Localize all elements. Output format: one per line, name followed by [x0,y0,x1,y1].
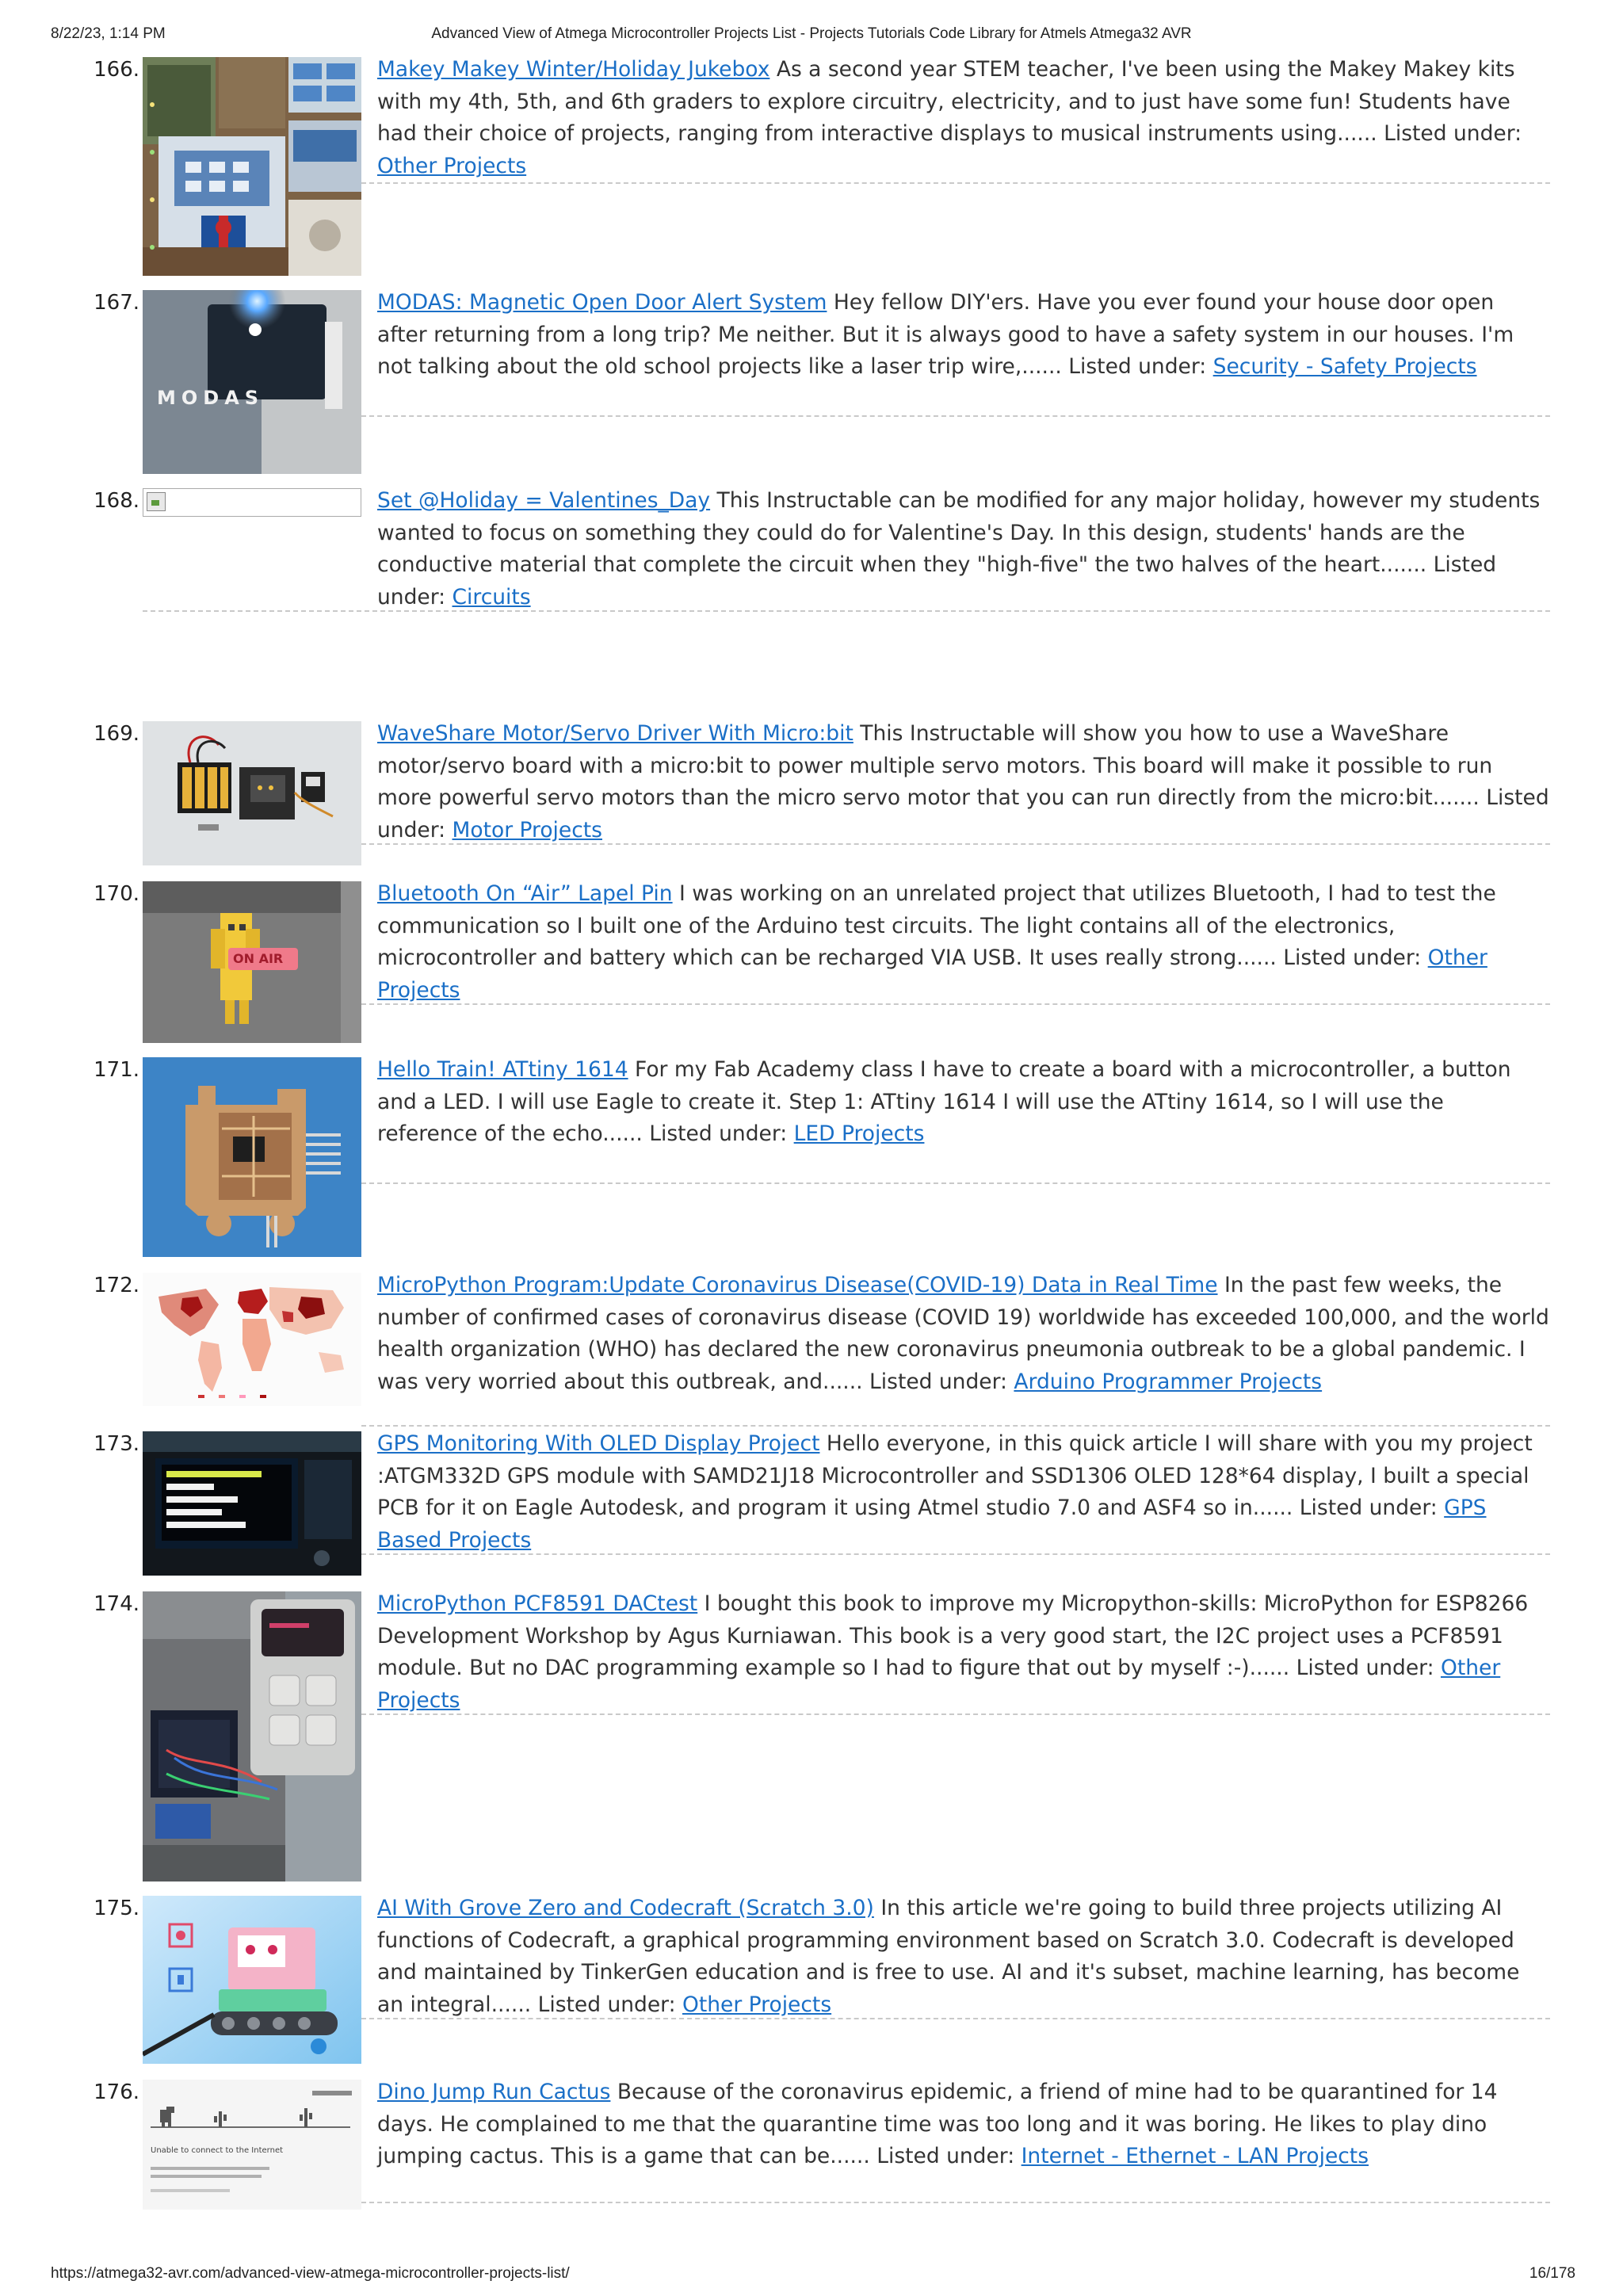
project-summary: Because of the coronavirus epidemic, a friend of mine had to be quarantined for 14 days. He complained to me that the quarantine time was too long and it was boring. He likes to play dino jumping cactus. This is a game that can be...... [377,2080,1498,2169]
project-description [377,54,1550,182]
project-summary: As a second year STEM teacher, I've been using the Makey Makey kits with my 4th, 5th, and 6th graders to explore circuitry, electricity, and to just have some fun! Students have had their choice of projects, ranging from interactive displays to musical instruments using...... [377,57,1515,147]
project-title-link[interactable]: MicroPython Program:Update Coronavirus Disease(COVID-19) Data in Real Time [377,1273,1218,1297]
project-title-link[interactable]: Set @Holiday = Valentines_Day [377,488,711,513]
project-description [377,878,1550,1007]
project-summary: Hey fellow DIY'ers. Have you ever found your house door open after returning from a long trip? Me neither. But it is always good to have a safety system in our houses. I'm not talking about the old school projects like a laser trip wire,...... [377,290,1514,380]
category-link[interactable]: Arduino Programmer Projects [1014,1369,1323,1394]
project-thumbnail[interactable] [143,1273,361,1406]
project-description [377,1893,1550,2021]
project-thumbnail[interactable] [143,881,361,1043]
listed-under-label: Listed under: [377,552,1497,609]
modas-logo: MODAS [157,387,265,409]
entry-separator [361,1182,1550,1184]
page-url: https://atmega32-avr.com/advanced-view-atmega-microcontroller-projects-list/ [51,2265,570,2282]
category-link[interactable]: Internet - Ethernet - LAN Projects [1021,2144,1369,2169]
listed-under-label: Listed under: [1068,354,1207,380]
project-description [377,1588,1550,1717]
entry-separator [361,415,1550,417]
listed-under-label: Listed under: [1384,121,1522,147]
listed-under-label: Listed under: [537,1992,676,2017]
category-link[interactable]: GPS Based Projects [377,1496,1487,1553]
project-summary: I bought this book to improve my Micropython-skills: MicroPython for ESP8266 Development Workshop by Agus Kurniawan. This book is a very good start, the I2C project uses a PCF8591 module. But no DAC programming example so I had to figure that out by myself :-)...... [377,1591,1529,1681]
project-description [377,287,1550,384]
project-summary: For my Fab Academy class I have to create a board with a microcontroller, a button and a LED. I will use Eagle to create it. Step 1: ATtiny 1614 I will use the ATtiny 1614, so I will use the reference of the echo...... [377,1057,1511,1147]
project-title-link[interactable]: Dino Jump Run Cactus [377,2080,611,2104]
project-title-link[interactable]: Bluetooth On “Air” Lapel Pin [377,881,673,906]
project-description [377,718,1550,846]
project-title-link[interactable]: Makey Makey Winter/Holiday Jukebox [377,57,770,82]
project-title-link[interactable]: MicroPython PCF8591 DACtest [377,1591,698,1616]
item-number: 170. [94,882,139,906]
entry-separator [361,1425,1550,1427]
project-description [377,1054,1550,1151]
item-number: 169. [94,722,139,746]
project-thumbnail[interactable] [143,1431,361,1576]
item-number: 175. [94,1897,139,1920]
listed-under-label: Listed under: [1296,1656,1434,1681]
category-link[interactable]: Motor Projects [452,817,602,842]
item-number: 166. [94,58,139,82]
entry-separator [361,1713,1550,1715]
entry-separator [361,2202,1550,2203]
project-description [377,1428,1550,1557]
offline-message: Unable to connect to the Internet [151,2146,284,2155]
project-thumbnail[interactable] [143,721,361,865]
page-title: Advanced View of Atmega Microcontroller Projects List - Projects Tutorials Code Library for Atmels Atmega32 AVR [431,25,1192,42]
project-thumbnail[interactable] [143,1057,361,1257]
category-link[interactable]: Other Projects [377,1656,1501,1713]
project-thumbnail[interactable] [143,1896,361,2064]
listed-under-label: Listed under: [1299,1496,1438,1521]
item-number: 171. [94,1058,139,1082]
listed-under-label: Listed under: [869,1369,1007,1394]
project-thumbnail[interactable] [143,290,361,474]
item-number: 176. [94,2080,139,2104]
category-link[interactable]: Other Projects [682,1992,832,2017]
item-number: 167. [94,291,139,315]
project-summary: This Instructable can be modified for any major holiday, however my students wanted to focus on something they could do for Valentine's Day. In this design, students' hands are the conductive material that complete the circuit when they "high-five" the two halves of the heart....... [377,488,1541,578]
on-air-sign-text: ON AIR [233,951,284,966]
project-title-link[interactable]: WaveShare Motor/Servo Driver With Micro:bit [377,721,854,746]
category-link[interactable]: Circuits [452,584,531,609]
entry-separator [143,610,1550,612]
project-description [377,485,1550,613]
project-description [377,1270,1550,1398]
entry-separator [361,843,1550,845]
listed-under-label: Listed under: [876,2144,1015,2169]
project-summary: In this article we're going to build three projects utilizing AI functions of Codecraft, a graphical programming environment based on Scratch 3.0. Codecraft is developed and maintained by TinkerGen education and is free to use. AI and it's subset, machine learning, has become an integral...... [377,1896,1520,2017]
project-thumbnail[interactable] [143,1591,361,1881]
project-summary: In the past few weeks, the number of confirmed cases of coronavirus disease (COVID 19) worldwide has exceeded 100,000, and the world health organization (WHO) has declared the new coronavirus pneumonia outbreak to be a global pandemic. I was very worried about this outbreak, and...... [377,1273,1549,1394]
project-summary: I was working on an unrelated project that utilizes Bluetooth, I had to test the communication so I built one of the Arduino test circuits. The light contains all of the electronics, microcontroller and battery which can be recharged VIA USB. It uses really strong...... [377,881,1496,971]
project-thumbnail[interactable] [143,2080,361,2210]
project-thumbnail[interactable] [143,57,361,276]
category-link[interactable]: Other Projects [377,946,1487,1003]
entry-separator [361,182,1550,184]
entry-separator [361,1553,1550,1555]
item-number: 172. [94,1274,139,1297]
page-counter: 16/178 [1529,2265,1575,2282]
broken-image-placeholder[interactable] [143,488,361,517]
project-summary: Hello everyone, in this quick article I will share with you my project :ATGM332D GPS module with SAMD21J18 Microcontroller and SSD1306 OLED 128*64 display, I built a special PCB for it on Eagle Autodesk, and program it using Atmel studio 7.0 and ASF4 so in...... [377,1431,1533,1521]
category-link[interactable]: Other Projects [377,153,527,178]
broken-image-icon [147,492,166,511]
category-link[interactable]: LED Projects [793,1121,925,1147]
item-number: 173. [94,1432,139,1456]
listed-under-label: Listed under: [377,785,1549,842]
project-title-link[interactable]: GPS Monitoring With OLED Display Project [377,1431,820,1456]
entry-separator [361,1003,1550,1005]
project-title-link[interactable]: Hello Train! ATtiny 1614 [377,1057,628,1082]
item-number: 174. [94,1592,139,1616]
listed-under-label: Listed under: [1283,946,1422,971]
project-description [377,2076,1550,2173]
print-date: 8/22/23, 1:14 PM [51,25,166,42]
project-title-link[interactable]: MODAS: Magnetic Open Door Alert System [377,290,827,315]
entry-separator [361,2018,1550,2019]
listed-under-label: Listed under: [649,1121,788,1147]
item-number: 168. [94,489,139,513]
project-summary: This Instructable will show you how to use a WaveShare motor/servo board with a micro:bit to power multiple servo motors. This board will make it possible to run more powerful servo motors than the micro servo motor that you can run directly from the micro:bit....... [377,721,1493,811]
project-title-link[interactable]: AI With Grove Zero and Codecraft (Scratch 3.0) [377,1896,874,1920]
category-link[interactable]: Security - Safety Projects [1212,354,1477,380]
